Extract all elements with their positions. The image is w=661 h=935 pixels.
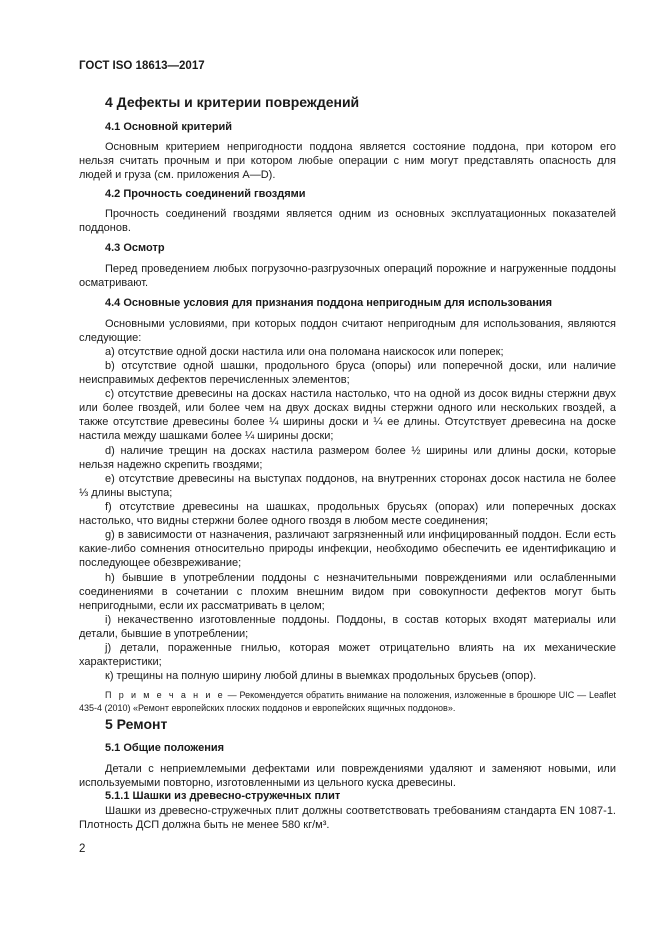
list-item-e: e) отсутствие древесины на выступах поддонов, на внутренних сторонах досок настила не более ⅓ длины выступа;	[79, 473, 616, 500]
list-item-i: i) некачественно изготовленные поддоны. Поддоны, в состав которых входят материалы или детали, бывшие в употреблении;	[79, 614, 616, 641]
section-4-4-intro: Основными условиями, при которых поддон считают непригодным для использования, являются следующие:	[79, 318, 616, 345]
list-item-c: c) отсутствие древесины на досках настила настолько, что на одной из досок видны стержни двух или более гвоздей, или более чем на двух досках видны стержни одного или нескольких гвоздей, а также отсутствие древесины более ¼ ширины доски и ¼ ее длины. Отсутствует древесина на доске настила между шашками более ¼ ширины доски;	[79, 388, 616, 443]
list-item-g: g) в зависимости от назначения, различают загрязненный или инфицированный поддон. Если есть какие-либо сомнения относительно природы инфекции, необходимо обеспечить ее идентификацию и последующее обезвреживание;	[79, 529, 616, 570]
section-4-3-text: Перед проведением любых погрузочно-разгрузочных операций порожние и нагруженные поддоны осматривают.	[79, 263, 616, 290]
list-item-d: d) наличие трещин на досках настила размером более ½ ширины или длины доски, которые нельзя надежно скрепить гвоздями;	[79, 445, 616, 472]
note-text: — Рекомендуется обратить внимание на положения, изложенные в брошюре UIC — Leaflet 435-4 (2010) «Ремонт европейских плоских поддонов и европейских ящичных поддонов».	[79, 690, 616, 713]
list-item-h: h) бывшие в употреблении поддоны с незначительными повреждениями или ослабленными соединениями в сочетании с плохим внешним видом при совокупности дефектов могут быть непригодными, если их рассматривать в целом;	[79, 572, 616, 613]
section-4-1-title: 4.1 Основной критерий	[105, 121, 233, 133]
section-5-title: 5 Ремонт	[105, 716, 168, 732]
note-label: П р и м е ч а н и е	[105, 690, 225, 700]
list-item-f: f) отсутствие древесины на шашках, продольных брусьях (опорах) или поперечных досках настолько, что видны стержни более одного гвоздя в любом месте соединения;	[79, 501, 616, 528]
document-header: ГОСТ ISO 18613—2017	[79, 60, 205, 72]
note	[79, 689, 616, 714]
list-item-b: b) отсутствие одной шашки, продольного бруса (опоры) или поперечной доски, или наличие неисправимых дефектов перечисленных элементов;	[79, 360, 616, 387]
section-5-1-title: 5.1 Общие положения	[105, 742, 225, 754]
section-5-1-text: Детали с неприемлемыми дефектами или повреждениями удаляют и заменяют новыми, или используемыми повторно, изготовленными из цельного куска древесины.	[79, 763, 616, 790]
list-item-k: к) трещины на полную ширину любой длины в выемках продольных брусьев (опор).	[105, 670, 537, 682]
section-5-1-1-text: Шашки из древесно-стружечных плит должны соответствовать требованиям стандарта EN 1087-1. Плотность ДСП должна быть не менее 580 кг/м³.	[79, 805, 616, 832]
section-4-2-text: Прочность соединений гвоздями является одним из основных эксплуатационных показателей поддонов.	[79, 208, 616, 235]
section-4-title: 4 Дефекты и критерии повреждений	[105, 94, 360, 110]
section-4-2-title: 4.2 Прочность соединений гвоздями	[105, 188, 306, 200]
list-item-a: а) отсутствие одной доски настила или она поломана наискосок или поперек;	[105, 346, 504, 358]
section-4-3-title: 4.3 Осмотр	[105, 242, 165, 254]
page-number: 2	[79, 843, 86, 855]
list-item-j: j) детали, пораженные гнилью, которая может отрицательно влиять на их механические характеристики;	[79, 642, 616, 669]
section-4-4-title: 4.4 Основные условия для признания поддона непригодным для использования	[105, 297, 553, 309]
section-4-1-text: Основным критерием непригодности поддона является состояние поддона, при котором его нельзя считать прочным и при котором любые операции с ним могут представлять опасность для людей и груза (см. приложения А—D).	[79, 141, 616, 182]
section-5-1-1-title: 5.1.1 Шашки из древесно-стружечных плит	[105, 790, 341, 802]
